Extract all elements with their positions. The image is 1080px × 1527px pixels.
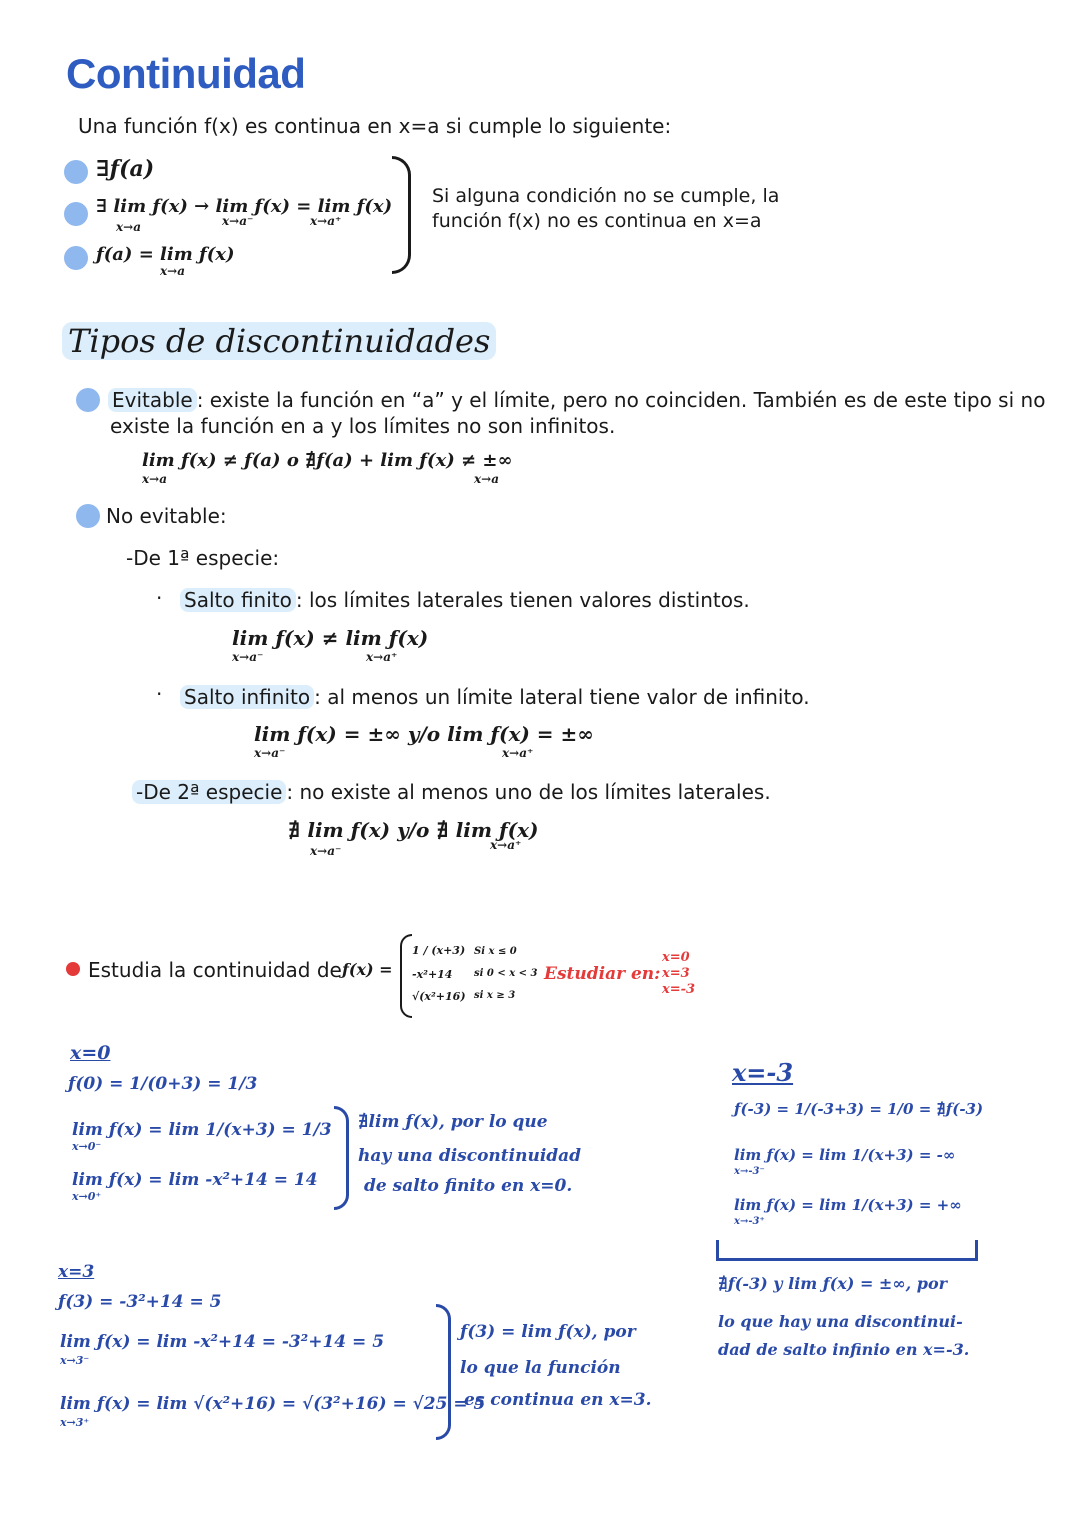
case-x0-conclusion-1: ∄lim ƒ(x), por lo que (358, 1112, 548, 1132)
salto-infinito-line (180, 685, 810, 709)
salto-finito-line (180, 588, 750, 612)
case-xm3-line-2: lim ƒ(x) = lim 1/(x+3) = -∞ (734, 1146, 956, 1164)
section-title: Tipos de discontinuidades (62, 322, 496, 360)
condition-3-sub: x→a (160, 264, 185, 278)
evitable-label: Evitable (108, 388, 197, 412)
case-x3-line-3: lim ƒ(x) = lim √(x²+16) = √(3²+16) = √25 = 5 (60, 1394, 486, 1414)
exercise-bullet (66, 962, 80, 976)
salto-finito-sub-minus: x→a⁻ (232, 650, 264, 664)
exercise-fx: ƒ(x) = (342, 960, 393, 979)
evitable-formula: lim ƒ(x) ≠ ƒ(a) o ∄ƒ(a) + lim ƒ(x) ≠ ±∞ (142, 450, 513, 471)
bullet-point: · (156, 682, 163, 706)
second-kind-label: -De 2ª especie (132, 780, 286, 804)
bullet-dot (64, 202, 88, 226)
condition-2: ∃ lim ƒ(x) → lim ƒ(x) = lim ƒ(x) (96, 196, 393, 217)
study-label: Estudiar en: (544, 964, 661, 984)
salto-infinito-label: Salto infinito (180, 685, 314, 709)
second-kind-line (132, 780, 771, 804)
cond-3: si x ≥ 3 (474, 990, 516, 1001)
case-x3-bracket (436, 1304, 451, 1440)
case-xm3-heading: x=-3 (732, 1058, 794, 1087)
evitable-line-2: existe la función en a y los límites no son infinitos. (110, 414, 616, 438)
no-evitable-label: No evitable: (106, 504, 227, 528)
piece-1: 1 / (x+3) (412, 944, 466, 957)
salto-infinito-text: : al menos un límite lateral tiene valor de infinito. (314, 685, 810, 709)
study-point-0: x=0 (662, 950, 690, 965)
second-kind-sub-minus: x→a⁻ (310, 844, 342, 858)
piecewise-brace (400, 934, 412, 1018)
case-xm3-conclusion-2: lo que hay una discontinui- (718, 1312, 963, 1331)
case-x3-conclusion-1: ƒ(3) = lim ƒ(x), por (460, 1322, 636, 1342)
case-x0-line-2: lim ƒ(x) = lim 1/(x+3) = 1/3 (72, 1120, 332, 1140)
study-point-m3: x=-3 (662, 982, 696, 997)
evitable-line-1 (108, 388, 1045, 412)
evitable-sub: x→a (142, 472, 167, 486)
first-kind-label: -De 1ª especie: (126, 546, 280, 570)
salto-infinito-formula: lim ƒ(x) = ±∞ y/o lim ƒ(x) = ±∞ (254, 722, 594, 746)
salto-finito-sub-plus: x→a⁺ (366, 650, 398, 664)
condition-2-sub: x→a (116, 220, 141, 234)
second-kind-sub-plus: x→a⁺ (490, 838, 522, 852)
case-x3-heading: x=3 (58, 1262, 95, 1282)
exercise-prompt: Estudia la continuidad de (88, 958, 342, 982)
condition-note: Si alguna condición no se cumple, la función f(x) no es continua en x=a (432, 185, 780, 232)
bullet-point: · (156, 586, 163, 610)
evitable-sub-2: x→a (474, 472, 499, 486)
bullet-dot (76, 388, 100, 412)
piece-2: -x²+14 (412, 968, 453, 981)
case-x0-line-1: ƒ(0) = 1/(0+3) = 1/3 (68, 1074, 258, 1094)
case-x3-line-1: ƒ(3) = -3²+14 = 5 (58, 1292, 222, 1312)
case-x0-line-3: lim ƒ(x) = lim -x²+14 = 14 (72, 1170, 318, 1190)
case-x0-heading: x=0 (70, 1042, 111, 1064)
intro-text: Una función f(x) es continua en x=a si cumple lo siguiente: (78, 114, 672, 138)
condition-2-sub-plus: x→a⁺ (310, 214, 342, 228)
second-kind-text: : no existe al menos uno de los límites laterales. (286, 780, 771, 804)
salto-infinito-sub-plus: x→a⁺ (502, 746, 534, 760)
case-x3-sub-minus: x→3⁻ (60, 1354, 90, 1367)
case-x0-bracket (334, 1106, 349, 1210)
evitable-text: : existe la función en “a” y el límite, pero no coinciden. También es de este tipo si no (196, 388, 1046, 412)
cond-1: Si x ≤ 0 (474, 946, 517, 957)
case-x3-sub-plus: x→3⁺ (60, 1416, 90, 1429)
condition-bracket (392, 156, 411, 274)
case-x0-conclusion-2: hay una discontinuidad (358, 1146, 582, 1166)
condition-3: ƒ(a) = lim ƒ(x) (96, 244, 235, 265)
salto-finito-label: Salto finito (180, 588, 296, 612)
case-x3-line-2: lim ƒ(x) = lim -x²+14 = -3²+14 = 5 (60, 1332, 385, 1352)
cond-2: si 0 < x < 3 (474, 968, 538, 979)
case-xm3-sub-minus: x→-3⁻ (734, 1166, 765, 1177)
second-kind-formula: ∄ lim ƒ(x) y/o ∄ lim ƒ(x) (288, 818, 539, 842)
case-x3-conclusion-3: es continua en x=3. (464, 1390, 652, 1410)
page-title: Continuidad (66, 50, 306, 97)
salto-finito-text: : los límites laterales tienen valores distintos. (295, 588, 750, 612)
salto-finito-formula: lim ƒ(x) ≠ lim ƒ(x) (232, 626, 429, 650)
case-xm3-line-1: ƒ(-3) = 1/(-3+3) = 1/0 = ∄ƒ(-3) (734, 1100, 984, 1118)
case-xm3-conclusion-3: dad de salto infinio en x=-3. (718, 1340, 970, 1359)
bullet-dot (64, 160, 88, 184)
salto-infinito-sub-minus: x→a⁻ (254, 746, 286, 760)
piece-3: √(x²+16) (412, 990, 466, 1003)
study-point-3: x=3 (662, 966, 690, 981)
condition-1: ∃ƒ(a) (96, 156, 155, 182)
case-xm3-bracket (716, 1240, 978, 1261)
case-xm3-line-3: lim ƒ(x) = lim 1/(x+3) = +∞ (734, 1196, 962, 1214)
case-x0-sub-minus: x→0⁻ (72, 1140, 102, 1153)
case-xm3-sub-plus: x→-3⁺ (734, 1216, 765, 1227)
case-x3-conclusion-2: lo que la función (460, 1358, 621, 1378)
bullet-dot (64, 246, 88, 270)
bullet-dot (76, 504, 100, 528)
case-x0-conclusion-3: de salto finito en x=0. (364, 1176, 573, 1196)
case-x0-sub-plus: x→0⁺ (72, 1190, 102, 1203)
condition-2-sub-minus: x→a⁻ (222, 214, 254, 228)
case-xm3-conclusion-1: ∄ƒ(-3) y lim ƒ(x) = ±∞, por (718, 1274, 948, 1293)
